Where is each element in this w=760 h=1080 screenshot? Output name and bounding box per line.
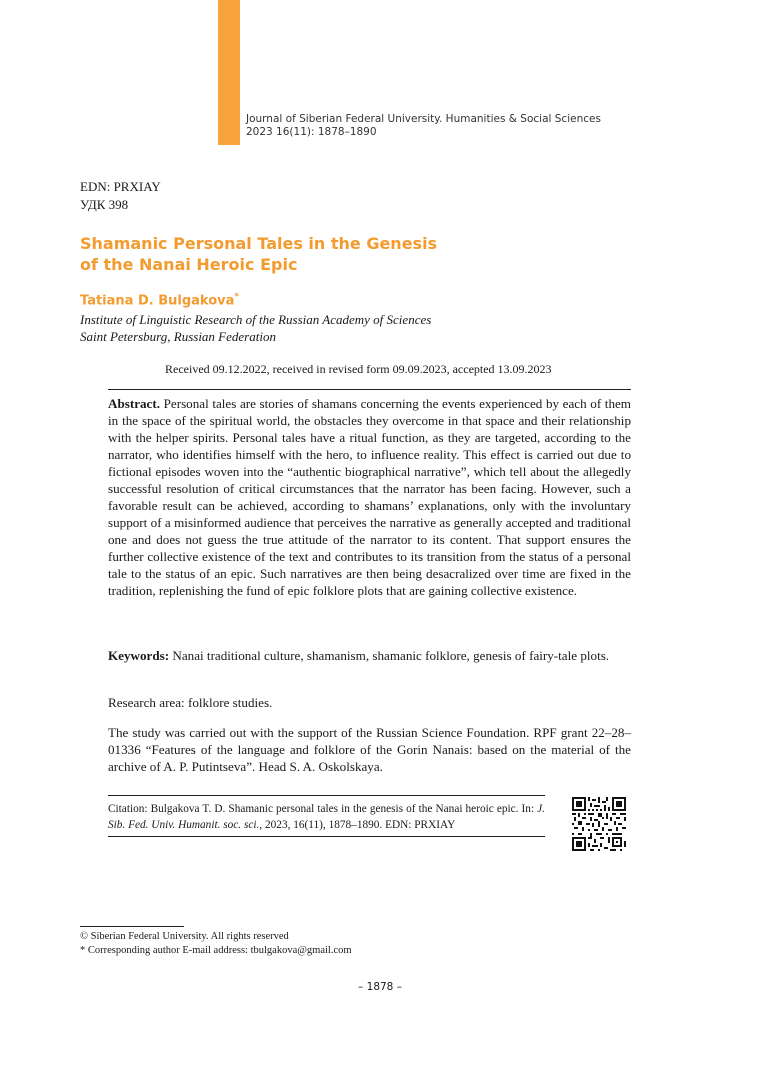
author-affiliation [80,311,431,345]
citation-top-rule [108,795,545,796]
author-name-block [80,292,239,308]
keywords [108,647,631,664]
header-accent-bar [218,0,240,145]
article-meta [80,178,161,214]
journal-header [246,113,601,139]
affiliation-institute: Institute of Linguistic Research of the Russian Academy of Sciences [80,312,432,327]
citation-bottom-rule [108,836,545,837]
udk-code: УДК 398 [80,197,129,212]
abstract-label: Abstract. [108,396,160,411]
journal-issue: 2023 16(11): 1878–1890 [246,126,377,138]
abstract-text: Personal tales are stories of shamans concerning the events experienced by each of them in the space of the spiritual world, the obstacles they overcome in that space and their relationship with the helper spirits. Personal tales have a ritual function, as they are targeted, according to the narrator, who identifies himself with the hero, to influence reality. This effect is carried out due to fictional episodes woven into the “authentic biographical narrative”, which tell about the allegedly successful resolution of critical circumstances that the narrator has been facing. However, such a favorable result can be achieved, according to shamans’ explanations, only with the involuntary support of a misinformed audience that perceives the narrative as generally accepted and traditional one and does not guess the true attitude of the narrator to its content. That support ensures the further collective existence of the text and contributes to its transition from the status of a personal tale to the status of an epic. Such narratives are then being desacralized over time are fixed in the tradition, replenishing the fund of epic folklore plots that are gaining collective existence. [108,396,631,598]
citation [108,801,545,833]
footnote-corresponding-author: * Corresponding author E-mail address: tbulgakova@gmail.com [80,945,352,956]
title-line-1: Shamanic Personal Tales in the Genesis [80,234,438,253]
keywords-text: Nanai traditional culture, shamanism, shamanic folklore, genesis of fairy-tale plots. [172,648,610,663]
article-title [80,233,640,275]
funding-note: The study was carried out with the support of the Russian Science Foundation. RPF grant 22–28–01336 “Features of the language and folklore of the Gorin Nanais: based on the material of the archive of A. P. Putintseva”. Head S. A. Oskolskaya. [108,725,631,774]
citation-journal: J. Sib. Fed. Univ. Humanit. soc. sci. [108,803,545,831]
keywords-label: Keywords: [108,648,170,663]
author-marker: * [234,292,240,302]
footnote-rule [80,926,184,927]
research-area: Research area: folklore studies. [108,695,273,710]
edn-code: EDN: PRXIAY [80,179,161,194]
journal-name: Journal of Siberian Federal University. Humanities & Social Sciences [246,113,601,125]
footnote-copyright: © Siberian Federal University. All rights reserved [80,931,289,942]
affiliation-location: Saint Petersburg, Russian Federation [80,329,276,344]
citation-suffix: , 2023, 16(11), 1878–1890. EDN: PRXIAY [259,819,456,831]
author-name: Tatiana D. Bulgakova [80,293,235,309]
qr-code-icon [572,797,626,851]
page-number: – 1878 – [358,981,402,993]
citation-prefix: Citation: Bulgakova T. D. Shamanic personal tales in the genesis of the Nanai heroic epic. In: [108,803,538,815]
received-dates: Received 09.12.2022, received in revised form 09.09.2023, accepted 13.09.2023 [165,362,552,376]
abstract [108,395,631,599]
abstract-top-rule [108,389,631,390]
title-line-2: of the Nanai Heroic Epic [80,255,298,274]
